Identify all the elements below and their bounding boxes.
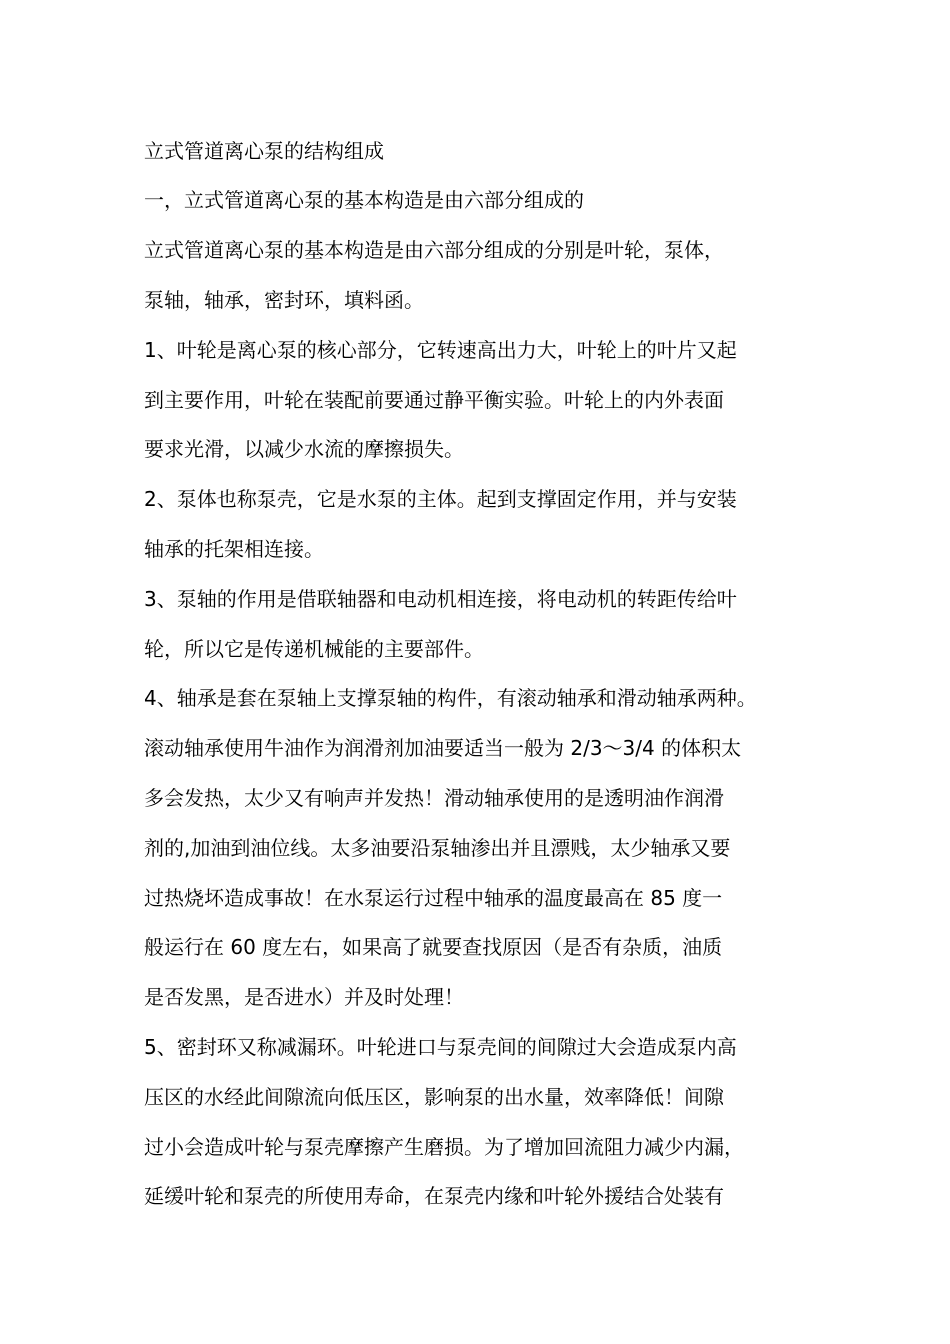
text-line: 泵轴，轴承，密封环，填料函。 xyxy=(144,288,424,312)
text-line: 要求光滑，以减少水流的摩擦损失。 xyxy=(144,437,464,461)
text-line: 立式管道离心泵的基本构造是由六部分组成的分别是叶轮，泵体， xyxy=(144,238,724,262)
text-line: 3、泵轴的作用是借联轴器和电动机相连接，将电动机的转距传给叶 xyxy=(144,587,737,611)
text-line: 到主要作用，叶轮在装配前要通过静平衡实验。叶轮上的内外表面 xyxy=(144,388,724,412)
text-line: 压区的水经此间隙流向低压区，影响泵的出水量，效率降低！间隙 xyxy=(144,1085,724,1109)
text-line: 多会发热，太少又有响声并发热！滑动轴承使用的是透明油作润滑 xyxy=(144,786,724,810)
document-title: 立式管道离心泵的结构组成 xyxy=(144,139,384,163)
text-line: 剂的,加油到油位线。太多油要沿泵轴渗出并且漂贱，太少轴承又要 xyxy=(144,836,731,860)
text-line: 1、叶轮是离心泵的核心部分，它转速高出力大，叶轮上的叶片又起 xyxy=(144,338,737,362)
text-line: 过小会造成叶轮与泵壳摩擦产生磨损。为了增加回流阻力减少内漏， xyxy=(144,1135,744,1159)
text-line: 轮，所以它是传递机械能的主要部件。 xyxy=(144,637,484,661)
text-line: 一，立式管道离心泵的基本构造是由六部分组成的 xyxy=(144,188,584,212)
text-line: 延缓叶轮和泵壳的所使用寿命，在泵壳内缘和叶轮外援结合处装有 xyxy=(144,1184,724,1208)
text-line: 过热烧坏造成事故！在水泵运行过程中轴承的温度最高在 85 度一 xyxy=(144,886,723,910)
text-line: 般运行在 60 度左右，如果高了就要查找原因（是否有杂质，油质 xyxy=(144,935,723,959)
text-line: 轴承的托架相连接。 xyxy=(144,537,324,561)
text-line: 2、泵体也称泵壳，它是水泵的主体。起到支撑固定作用，并与安装 xyxy=(144,487,737,511)
text-line: 滚动轴承使用牛油作为润滑剂加油要适当一般为 2/3～3/4 的体积太 xyxy=(144,736,742,760)
text-line: 5、密封环又称减漏环。叶轮进口与泵壳间的间隙过大会造成泵内高 xyxy=(144,1035,737,1059)
text-line: 是否发黑，是否进水）并及时处理！ xyxy=(144,985,464,1009)
text-line: 4、轴承是套在泵轴上支撑泵轴的构件，有滚动轴承和滑动轴承两种。 xyxy=(144,686,757,710)
